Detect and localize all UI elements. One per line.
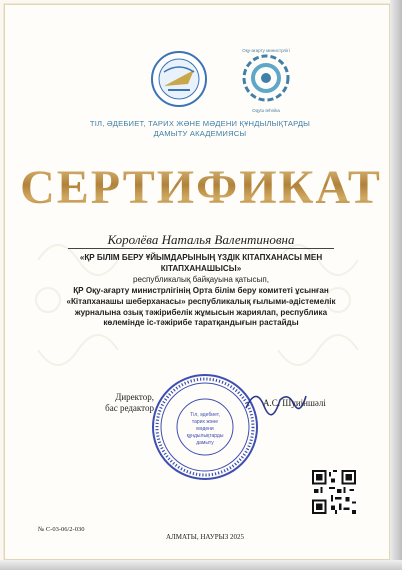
qr-code-icon — [312, 470, 356, 514]
svg-text:Тіл, әдебиет,: Тіл, әдебиет, — [190, 412, 220, 418]
signatory-title-line-1: Директор, — [115, 392, 154, 402]
body-line-3: ҚР Оқу-ағарту министрлігінің Орта білім беру комитеті ұсынған «Кітапханашы шеберханасы» республикалық ғылыми-әдістемелік журналына озық тәжірибелік жұмысын жариялап, республика көлемінде іс-тәжірибе таратқандығын растайды — [66, 285, 336, 328]
signatory-title-line-2: бас редактор — [105, 403, 154, 413]
body-line-2: республикалық байқауына қатысып, — [132, 274, 270, 284]
ministry-logo — [237, 48, 295, 120]
svg-text:тарих және: тарих және — [191, 419, 219, 425]
certificate-title: СЕРТИФИКАТ — [18, 160, 384, 215]
signatory-name: А.С. Шуиіншәлі — [263, 398, 326, 408]
award-title: «ҚР БІЛІМ БЕРУ ҰЙЫМДАРЫНЫҢ ҮЗДІК КІТАПХАНАСЫ МЕН КІТАПХАНАШЫСЫ» — [79, 253, 323, 273]
svg-text:дамыту: дамыту — [196, 440, 214, 446]
svg-text:мәдени: мәдени — [196, 426, 214, 432]
document-number: № С-03-06/2-030 — [38, 526, 85, 533]
city-date: АЛМАТЫ, НАУРЫЗ 2025 — [165, 533, 245, 541]
page-shadow-bottom — [0, 560, 402, 570]
ministry-logo-top-text: Оқу-ағарту министрлігі — [242, 48, 290, 53]
name-underline — [68, 248, 334, 249]
academy-logo — [150, 50, 208, 108]
svg-text:құндылықтарды: құндылықтарды — [186, 433, 224, 439]
ministry-emblem-icon — [241, 53, 291, 103]
ministry-logo-bottom-text: Oqytu tehnika — [252, 108, 280, 113]
recipient-name: Королёва Наталья Валентиновна — [107, 232, 295, 247]
organization-line-1: ТІЛ, ӘДЕБИЕТ, ТАРИХ ЖӘНЕ МӘДЕНИ ҚҰНДЫЛЫҚТАРДЫ — [89, 119, 311, 128]
certificate-body — [60, 253, 342, 329]
organization-line-2: ДАМЫТУ АКАДЕМИЯСЫ — [153, 129, 247, 138]
page-shadow-right — [390, 0, 402, 570]
signatory-title — [64, 392, 154, 414]
